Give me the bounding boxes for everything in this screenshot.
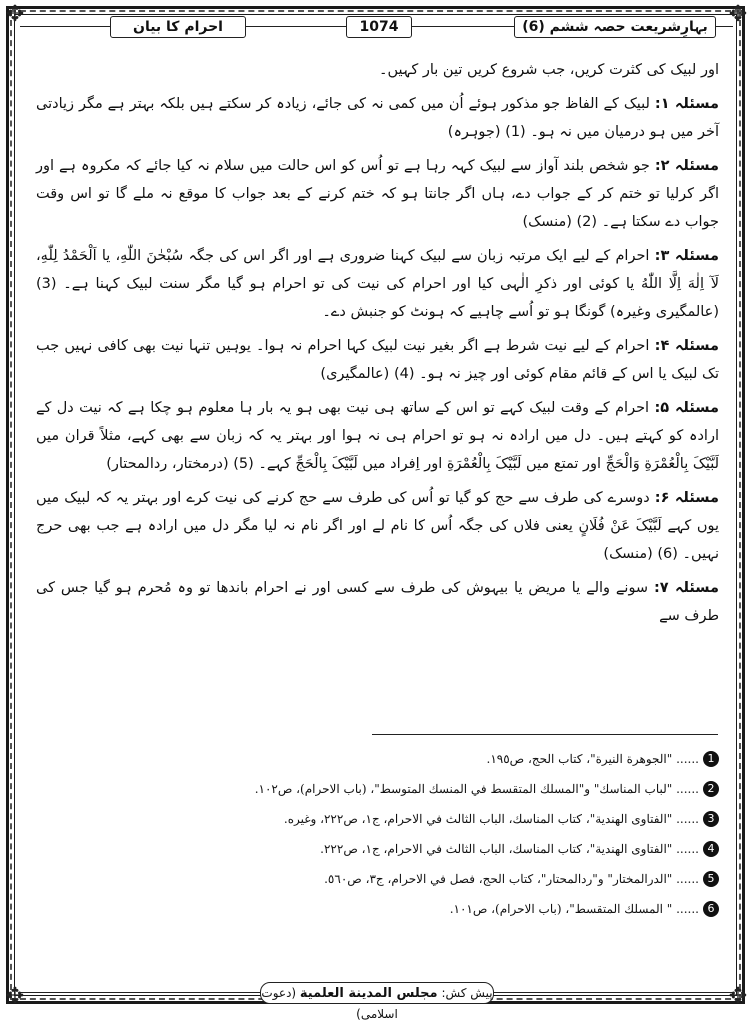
masala-label: مسئلہ ۱: — [654, 96, 719, 112]
paragraph-text: احرام کے لیے نیت شرط ہے اگر بغیر نیت لبیک کہا احرام نہ ہوا۔ یوہیں تنہا نیت بھی کافی نہیں جب تک لبیک یا اس کے قائم مقام کوئی اور چیز نہ ہو۔ (4) (عالمگیری) — [36, 338, 719, 382]
footnote-number: 3 — [703, 811, 719, 827]
presented-by-label: پیش کش: — [441, 986, 493, 1000]
footnote-text: ...... "الدرالمختار" و"ردالمحتار"، كتاب الحج، فصل في الاحرام، ج٣، ص٥٦٠. — [324, 872, 699, 886]
footnote-number: 4 — [703, 841, 719, 857]
publisher-org: (دعوت اسلامی) — [261, 986, 398, 1021]
corner-ornament-icon: ✥ — [5, 2, 25, 27]
masala-paragraph — [36, 90, 719, 146]
paragraph-text: احرام کے وقت لبیک کہے تو اس کے ساتھ ہی نیت بھی ہو یہ بار ہا معلوم ہو چکا ہے کہ نیت دل کے ارادہ کو کہتے ہیں۔ دل میں ارادہ نہ ہو تو احرام ہی نہ ہوا اور بہتر یہ کہ زبان سے بھی کہے، مثلاً قران میں لَبَّیْکَ بِالْعُمْرَةِ وَالْحَجِّ اور تمتع میں لَبَّیْکَ بِالْعُمْرَةِ اور اِفراد میں لَبَّیْکَ بِالْحَجِّ کہے۔ (5) (درمختار، ردالمحتار) — [36, 400, 719, 472]
paragraph-text: دوسرے کی طرف سے حج کو گیا تو اُس کی طرف سے حج کرنے کی نیت کرے اور بہتر یہ کہ لبیک میں یوں کہے لَبَّیْکَ عَنْ فُلَانٍ یعنی فلاں کی جگہ اُس کا نام لے اور اگر نام نہ لیا مگر دل میں ارادہ ہے جب بھی حرج نہیں۔ (6) (منسک) — [36, 490, 719, 562]
footnote — [36, 774, 719, 804]
publisher-name: مجلس المدينة العلمية — [299, 986, 438, 1001]
footnotes — [36, 744, 719, 924]
masala-paragraph — [36, 332, 719, 388]
masala-paragraph — [36, 574, 719, 630]
masala-paragraph — [36, 484, 719, 568]
footnote — [36, 864, 719, 894]
masala-paragraph — [36, 152, 719, 236]
paragraph-text: اور لبیک کی کثرت کریں، جب شروع کریں تین بار کہیں۔ — [378, 62, 719, 78]
corner-ornament-icon: ✥ — [728, 2, 748, 27]
masala-label: مسئلہ ۴: — [654, 338, 720, 354]
corner-ornament-icon: ✥ — [5, 984, 25, 1009]
page-footer — [0, 982, 753, 1021]
footnote-separator — [372, 734, 718, 735]
paragraph-text: لبیک کے الفاظ جو مذکور ہوئے اُن میں کمی نہ کی جائے، زیادہ کر سکتے ہیں بلکہ بہتر ہے مگر زیادتی آخر میں ہو درمیان میں نہ ہو۔ (1) (جوہرہ) — [36, 96, 719, 140]
paragraph-text: جو شخص بلند آواز سے لبیک کہہ رہا ہے تو اُس کو اس حالت میں سلام نہ کیا جائے کہ مکروہ ہے اور اگر کرلیا تو ختم کر کے جواب دے، ہاں اگر جانتا ہو کہ ختم کرنے کے بعد جواب کا موقع نہ ملے گا تو اس وقت جواب دے سکتا ہے۔ (2) (منسک) — [36, 158, 719, 230]
page-header — [20, 14, 733, 40]
masala-label: مسئلہ ۷: — [653, 580, 720, 596]
masala-paragraph — [36, 242, 719, 326]
footnote-text: ...... "الفتاوى الهندية"، كتاب المناسك، الباب الثالث في الاحرام، ج١، ص٢٢٢. — [320, 842, 699, 856]
book-title: بہارِشریعت حصہ ششم (6) — [514, 16, 716, 38]
footnote-text: ...... "الفتاوى الهندية"، كتاب المناسك، الباب الثالث في الاحرام، ج١، ص٢٢٢، وغيره. — [283, 812, 699, 826]
section-title: احرام کا بیان — [110, 16, 246, 38]
footnote — [36, 894, 719, 924]
footnote-text: ...... " المسلك المتقسط"، (باب الاحرام)، ص١٠١. — [449, 902, 699, 916]
footnote — [36, 804, 719, 834]
footnote-number: 2 — [703, 781, 719, 797]
masala-label: مسئلہ ۲: — [654, 158, 719, 174]
footnote-number: 6 — [703, 901, 719, 917]
masala-label: مسئلہ ۶: — [654, 490, 719, 506]
page-number: 1074 — [346, 16, 412, 38]
masala-label: مسئلہ ۳: — [654, 248, 719, 264]
footnote-number: 1 — [703, 751, 719, 767]
publisher-box — [260, 982, 494, 1021]
paragraph-text: سونے والے یا مریض یا بیہوش کی طرف سے کسی اور نے احرام باندھا تو وہ مُحرم ہو گیا جس کی طرف سے — [36, 580, 719, 624]
masala-label: مسئلہ ۵: — [654, 400, 720, 416]
footnote — [36, 834, 719, 864]
footnote — [36, 744, 719, 774]
footnote-text: ...... "الجوهرة النيرة"، كتاب الحج، ص١٩٥. — [486, 752, 699, 766]
footnote-text: ...... "لباب المناسك" و"المسلك المتقسط في المنسك المتوسط"، (باب الاحرام)، ص١٠٢. — [254, 782, 699, 796]
corner-ornament-icon: ✥ — [728, 984, 748, 1009]
footnote-number: 5 — [703, 871, 719, 887]
paragraph — [36, 56, 719, 84]
page-body — [36, 56, 719, 636]
masala-paragraph — [36, 394, 719, 478]
paragraph-text: احرام کے لیے ایک مرتبہ زبان سے لبیک کہنا ضروری ہے اور اگر اس کی جگہ سُبْحٰنَ اللّٰهِ، یا اَلْحَمْدُ لِلّٰهِ، لَآ اِلٰهَ اِلَّا اللّٰهُ یا کوئی اور ذکرِ الٰہی کیا اور احرام کی نیت کی تو احرام ہو گیا مگر سنت لبیک کہنا ہے۔ (3) (عالمگیری وغیرہ) گونگا ہو تو اُسے چاہیے کہ ہونٹ کو جنبش دے۔ — [36, 248, 719, 320]
